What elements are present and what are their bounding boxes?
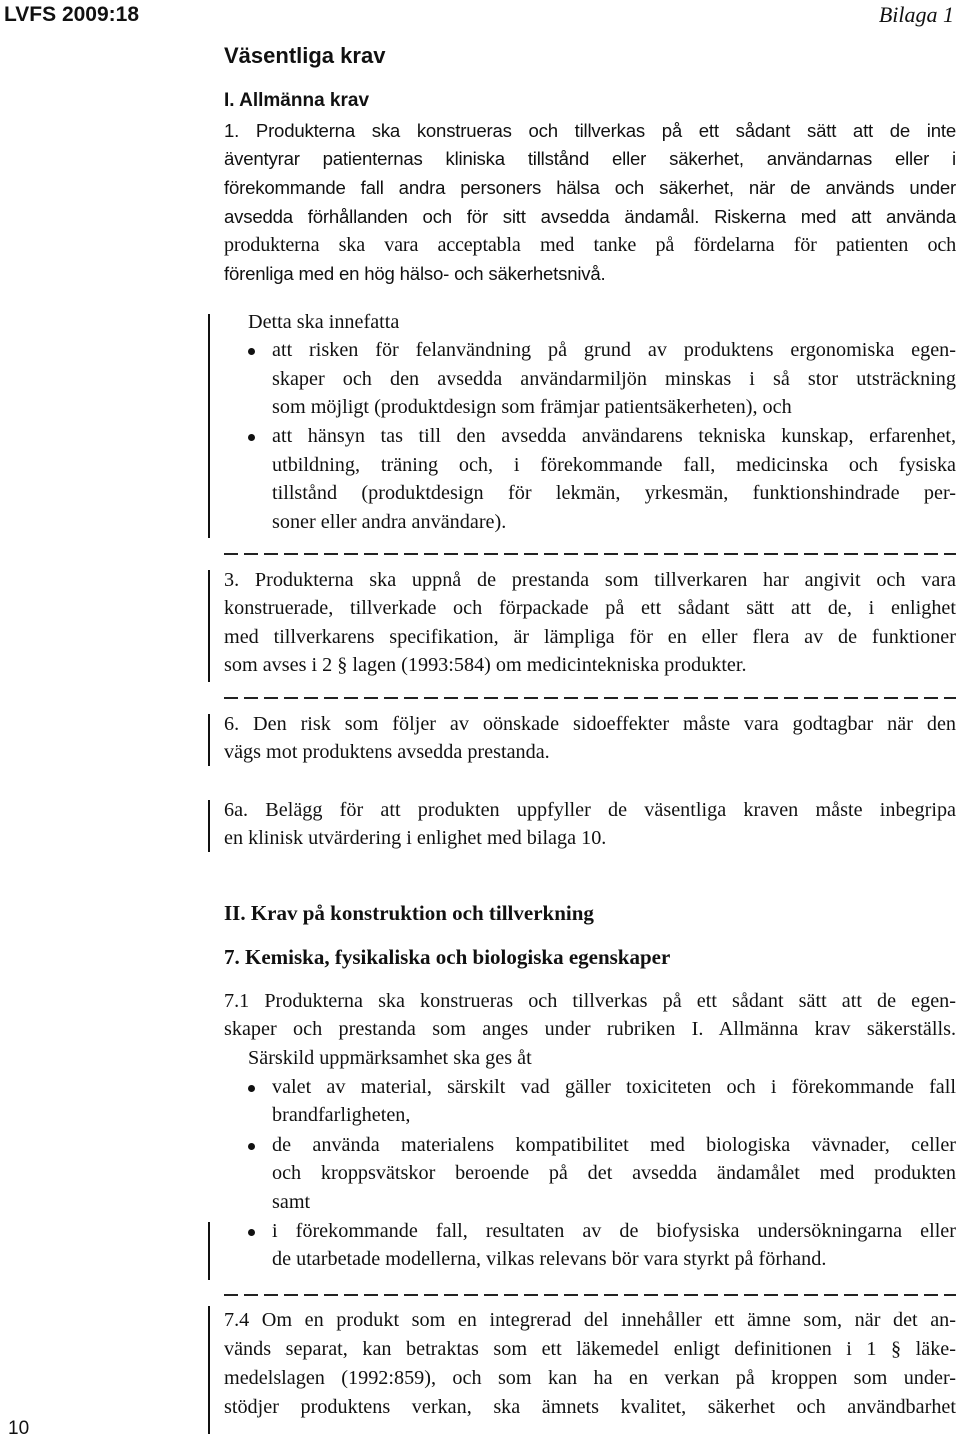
bullet-icon — [248, 434, 255, 441]
list-item-line: som möjligt (produktdesign som främjar patientsäkerheten), och — [272, 396, 792, 418]
list-intro: Detta ska innefatta — [248, 311, 400, 333]
section-title: Väsentliga krav — [224, 43, 386, 68]
change-bar — [208, 1222, 210, 1280]
paragraph-line: stödjer produktens verkan, ska ämnets kvalitet, säkerhet och användbarhet — [224, 1396, 956, 1418]
list-item-line: tillstånd (produktdesign för lekmän, yrkesmän, funktionshindrade per- — [272, 482, 956, 504]
change-bar — [208, 800, 210, 852]
list-item-line: att risken för felanvändning på grund av produktens ergonomiska egen- — [272, 339, 956, 361]
list-item-line: och kroppsvätskor beroende på det avsedda ändamålet med produkten — [272, 1162, 956, 1184]
paragraph-line: medelslagen (1992:859), och som kan ha en verkan på kroppen som under- — [224, 1367, 956, 1389]
list-item-line: att hänsyn tas till den avsedda användarens tekniska kunskap, erfarenhet, — [272, 425, 956, 447]
list-item-line: brandfarligheten, — [272, 1104, 411, 1126]
appendix-label: Bilaga 1 — [878, 2, 954, 27]
list-item-line: utbildning, träning och, i förekommande fall, medicinska och fysiska — [272, 454, 956, 476]
paragraph-line: 6a. Belägg för att produkten uppfyller de väsentliga kraven måste inbegripa — [224, 799, 956, 821]
list-item-line: de använda materialens kompatibilitet med biologiska vävnader, celler — [272, 1134, 956, 1156]
paragraph-line: skaper och prestanda som anges under rubriken I. Allmänna krav säkerställs. — [224, 1018, 956, 1040]
document-code: LVFS 2009:18 — [4, 3, 140, 26]
paragraph-line: en klinisk utvärdering i enlighet med bilaga 10. — [224, 827, 607, 849]
paragraph-line: produkterna ska vara acceptabla med tanke på fördelarna för patienten och — [224, 234, 956, 256]
paragraph-line: vänds separat, kan betraktas som ett läkemedel enligt definitionen i 1 § läke- — [224, 1338, 956, 1360]
page-number: 10 — [8, 1418, 30, 1439]
omission-separator — [224, 1294, 956, 1296]
paragraph-line: 3. Produkterna ska uppnå de prestanda som tillverkaren har angivit och vara — [224, 569, 956, 591]
paragraph-line: med tillverkarens specifikation, är lämpliga för en eller flera av de funktioner — [224, 626, 956, 648]
list-item-line: de utarbetade modellerna, vilkas relevans bör vara styrkt på förhand. — [272, 1248, 827, 1270]
list-intro: Särskild uppmärksamhet ska ges åt — [248, 1047, 532, 1069]
change-bar — [208, 714, 210, 766]
paragraph-line: 1. Produkterna ska konstrueras och tillverkas på ett sådant sätt att de inte — [224, 120, 956, 141]
paragraph-line: avsedda förhållanden och för sitt avsedda ändamål. Riskerna med att använda — [224, 206, 956, 227]
bullet-icon — [248, 348, 255, 355]
paragraph-line: förekommande fall andra personers hälsa och säkerhet, när de används under — [224, 177, 956, 198]
change-bar — [208, 570, 210, 682]
paragraph-line: 7.4 Om en produkt som en integrerad del innehåller ett ämne som, när det an- — [224, 1309, 956, 1331]
list-item-line: valet av material, särskilt vad gäller toxiciteten och i förekommande fall — [272, 1076, 956, 1098]
paragraph-line: som avses i 2 § lagen (1993:584) om medicintekniska produkter. — [224, 654, 747, 676]
paragraph-line: konstruerade, tillverkade och förpackade på ett sådant sätt att de, i enlighet — [224, 597, 956, 619]
change-bar — [208, 314, 210, 538]
bullet-icon — [248, 1085, 255, 1092]
heading-7: 7. Kemiska, fysikaliska och biologiska egenskaper — [224, 945, 671, 969]
change-bar — [208, 1306, 210, 1434]
list-item-line: skaper och den avsedda användarmiljön minskas i så stor utsträckning — [272, 368, 956, 390]
paragraph-line: äventyrar patienternas kliniska tillstånd eller säkerhet, användarnas eller i — [224, 148, 956, 169]
list-item-line: soner eller andra användare). — [272, 511, 507, 533]
subsection-design-construction: II. Krav på konstruktion och tillverkning — [224, 901, 594, 925]
list-item-line: i förekommande fall, resultaten av de biofysiska undersökningarna eller — [272, 1220, 956, 1242]
paragraph-line: vägs mot produktens avsedda prestanda. — [224, 741, 550, 763]
omission-separator — [224, 553, 956, 555]
bullet-icon — [248, 1229, 255, 1236]
omission-separator — [224, 697, 956, 699]
bullet-icon — [248, 1143, 255, 1150]
paragraph-line: 6. Den risk som följer av oönskade sidoeffekter måste vara godtagbar när den — [224, 713, 956, 735]
paragraph-line: 7.1 Produkterna ska konstrueras och tillverkas på ett sådant sätt att de egen- — [224, 990, 956, 1012]
list-item-line: samt — [272, 1191, 311, 1213]
subsection-general-requirements: I. Allmänna krav — [224, 90, 370, 111]
paragraph-line: förenliga med en hög hälso- och säkerhetsnivå. — [224, 263, 606, 284]
